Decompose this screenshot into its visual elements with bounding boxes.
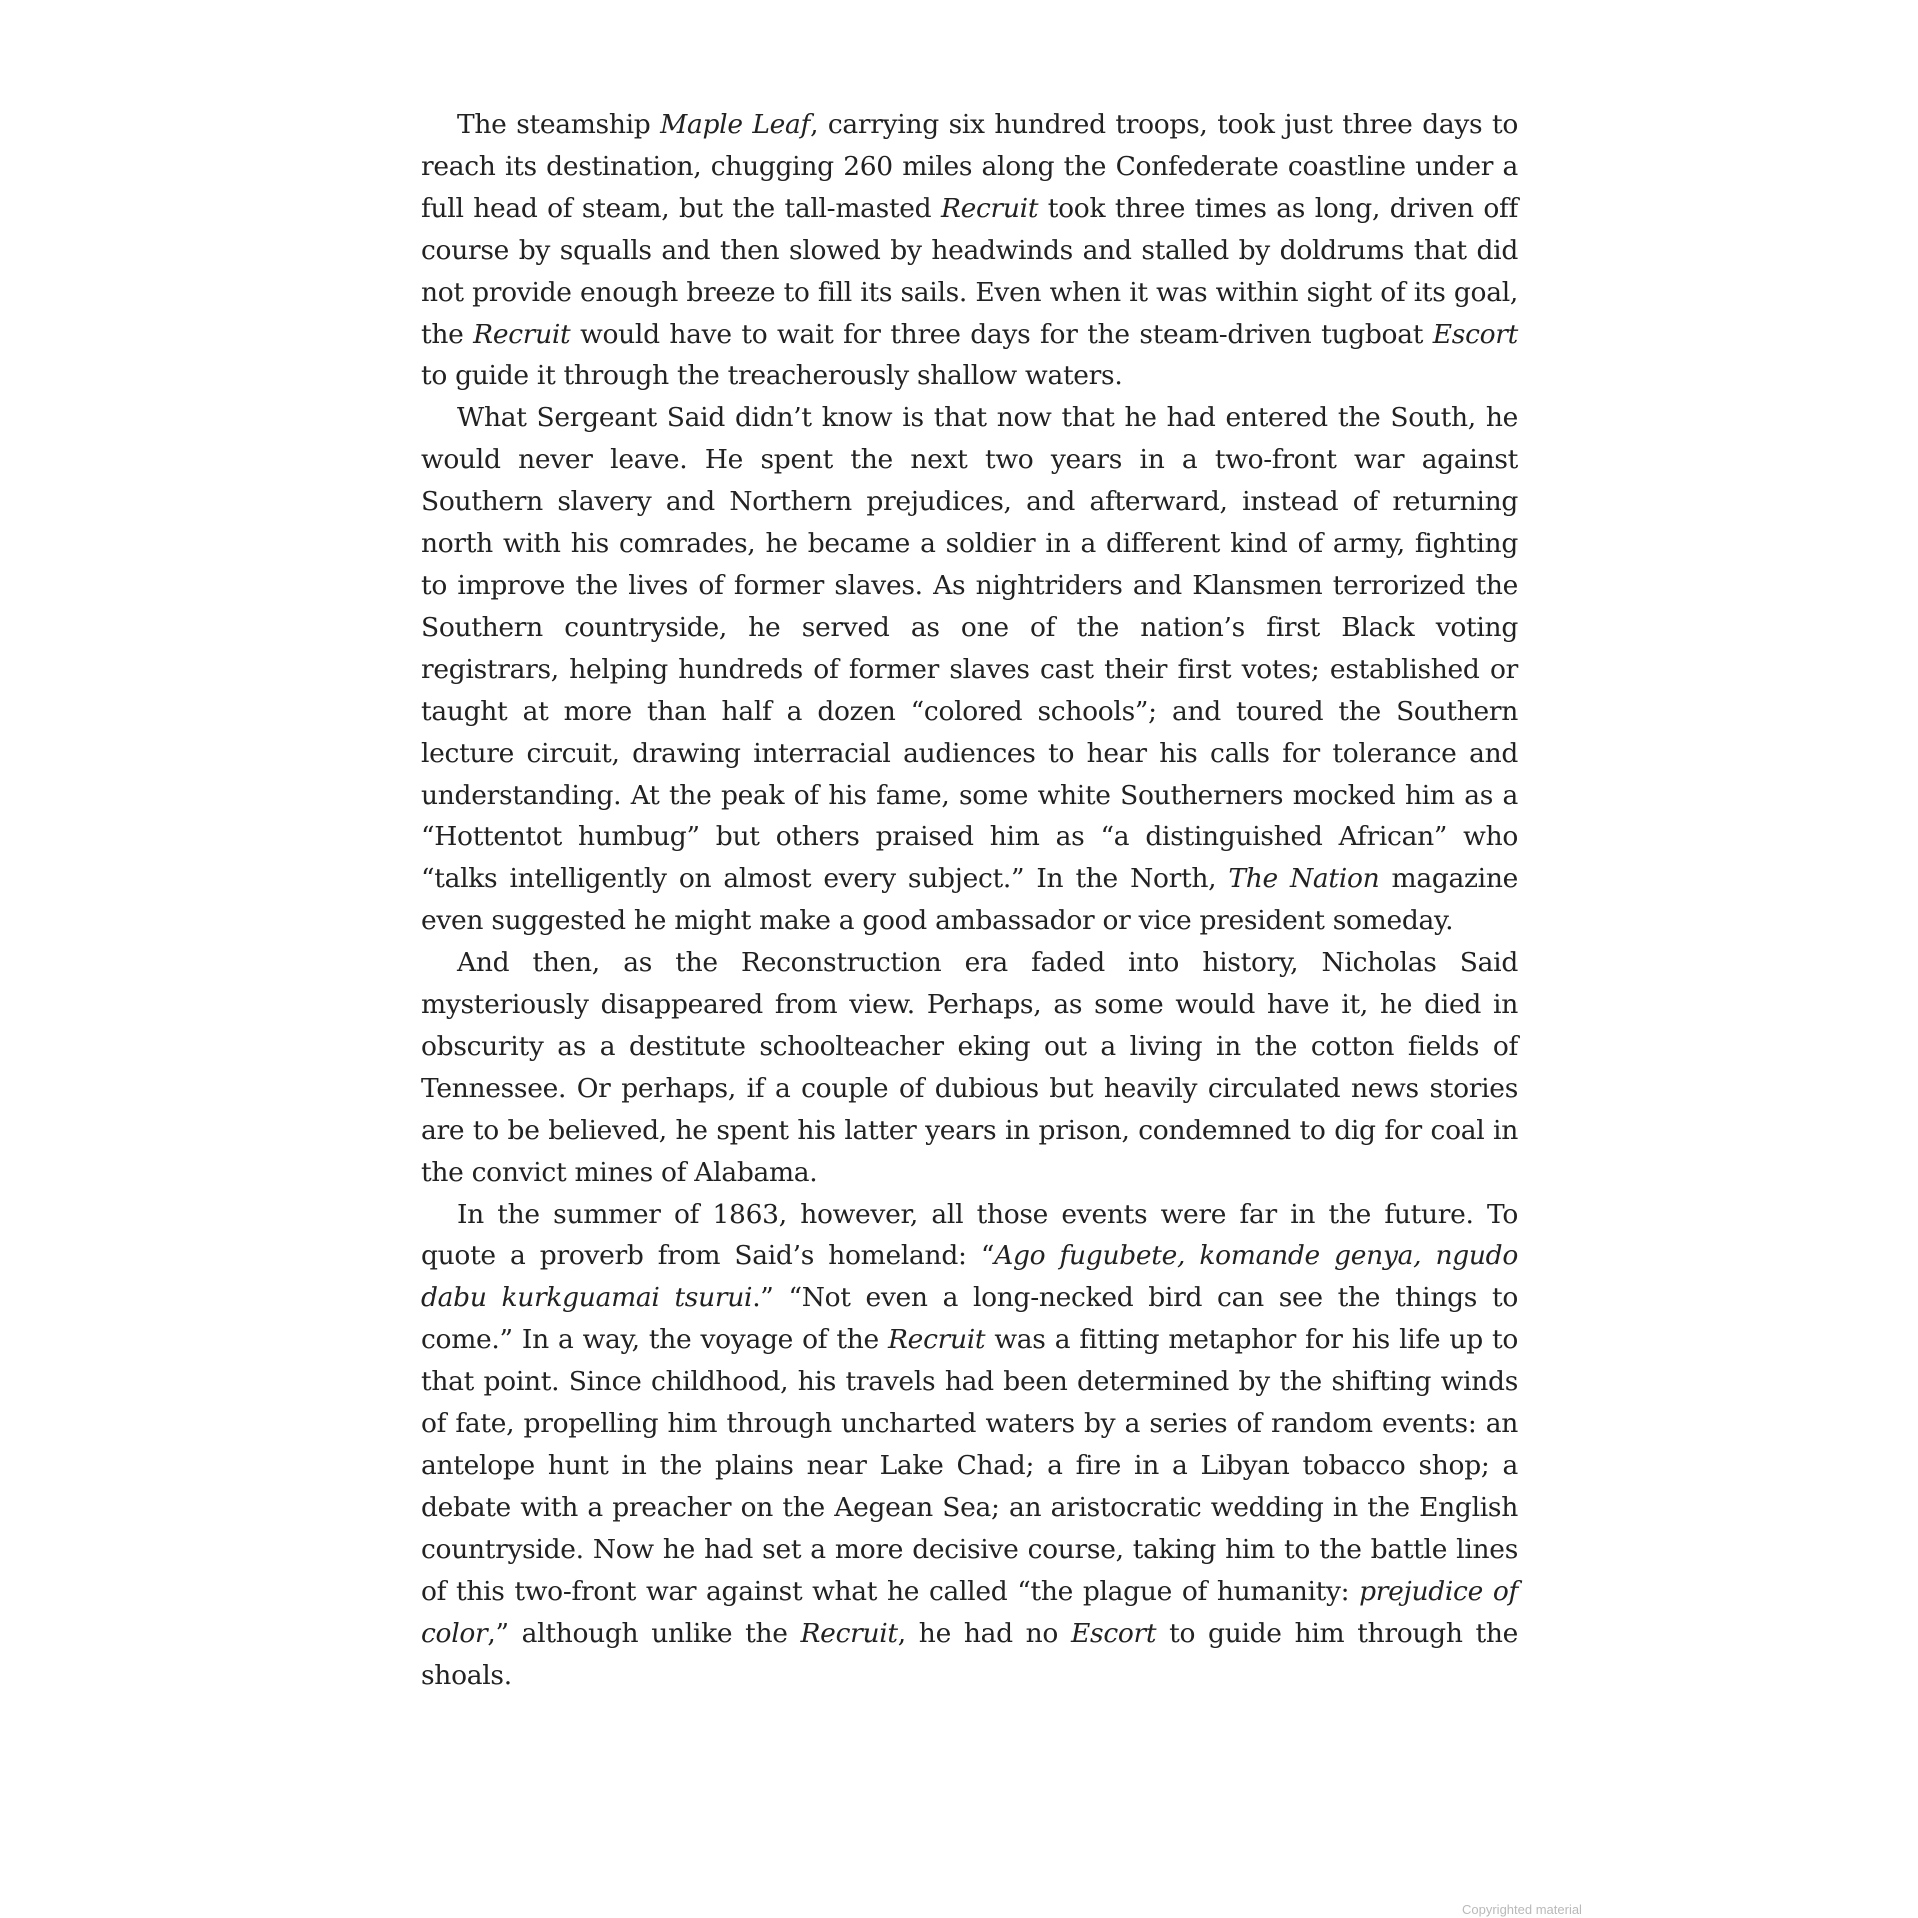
text-run: took three times as long, driven off course by squalls and then slowed by headwinds and stalled by doldrums that did not provide enough breeze to fill its sails. Even when it was within sight of its goal, the [421,192,1518,350]
italic-run: Ago fugubete, komande genya, ngudo dabu kurkguamai tsurui [421,1240,1518,1314]
italic-run: Recruit [888,1324,986,1356]
copyright-notice: Copyrighted material [1462,1902,1582,1917]
text-run: And then, as the Reconstruction era faded into history, Nicholas Said mysteriously disappeared from view. Perhaps, as some would have it, he died in obscurity as a destitute schoolteacher eking out a living in the cotton fields of Tennessee. Or perhaps, if a couple of dubious but heavily circulated news stories are to be believed, he spent his latter years in prison, condemned to dig for coal in the convict mines of Alabama. [421,947,1518,1188]
text-run: magazine even suggested he might make a good ambassador or vice president someday. [421,863,1518,937]
text-run: What Sergeant Said didn’t know is that now that he had entered the South, he would never leave. He spent the next two years in a two-front war against Southern slavery and Northern prejudices, and afterward, instead of returning north with his comrades, he became a soldier in a different kind of army, fighting to improve the lives of former slaves. As nightriders and Klansmen terrorized the Southern countryside, he served as one of the nation’s first Black voting registrars, helping hundreds of former slaves cast their first votes; established or taught at more than half a dozen “colored schools”; and toured the Southern lecture circuit, drawing interracial audiences to hear his calls for tolerance and understanding. At the peak of his fame, some white Southerners mocked him as a “Hottentot humbug” but others praised him as “a distinguished African” who “talks intelligently on almost every subject.” In the North, [421,402,1518,895]
text-run: .” “Not even a long-necked bird can see the things to come.” In a way, the voyage of the [421,1282,1518,1356]
paragraph [421,942,1518,1193]
text-run: was a fitting metaphor for his life up to that point. Since childhood, his travels had been determined by the shifting winds of fate, propelling him through uncharted waters by a series of random events: an antelope hunt in the plains near Lake Chad; a fire in a Libyan tobacco shop; a debate with a preacher on the Aegean Sea; an aristocratic wedding in the English countryside. Now he had set a more decisive course, taking him to the battle lines of this two-front war against what he called “the plague of humanity: [421,1324,1518,1607]
text-run: In the summer of 1863, however, all those events were far in the future. To quote a proverb from Said’s homeland: “ [421,1198,1518,1272]
italic-run: Escort [1432,318,1518,350]
paragraph [421,104,1518,397]
text-run: The steamship [457,109,661,140]
italic-run: The Nation [1228,863,1380,895]
italic-run: prejudice of color [421,1575,1518,1649]
paragraph [421,1194,1518,1697]
text-run: to guide it through the treacherously shallow waters. [421,360,1123,392]
text-run: , he had no [897,1617,1071,1649]
italic-run: Maple Leaf [660,109,811,140]
body-text [421,104,1518,1696]
text-run: ,” although unlike the [487,1617,801,1649]
italic-run: Recruit [800,1617,898,1649]
text-run: to guide him through the shoals. [421,1617,1518,1691]
text-run: , carrying six hundred troops, took just three days to reach its destination, chugging 260 miles along the Confederate coastline under a full head of steam, but the tall-masted [421,109,1518,224]
italic-run: Recruit [473,318,571,350]
text-run: would have to wait for three days for the steam-driven tugboat [570,318,1433,350]
italic-run: Recruit [940,192,1039,224]
paragraph [421,397,1518,942]
italic-run: Escort [1070,1617,1157,1649]
